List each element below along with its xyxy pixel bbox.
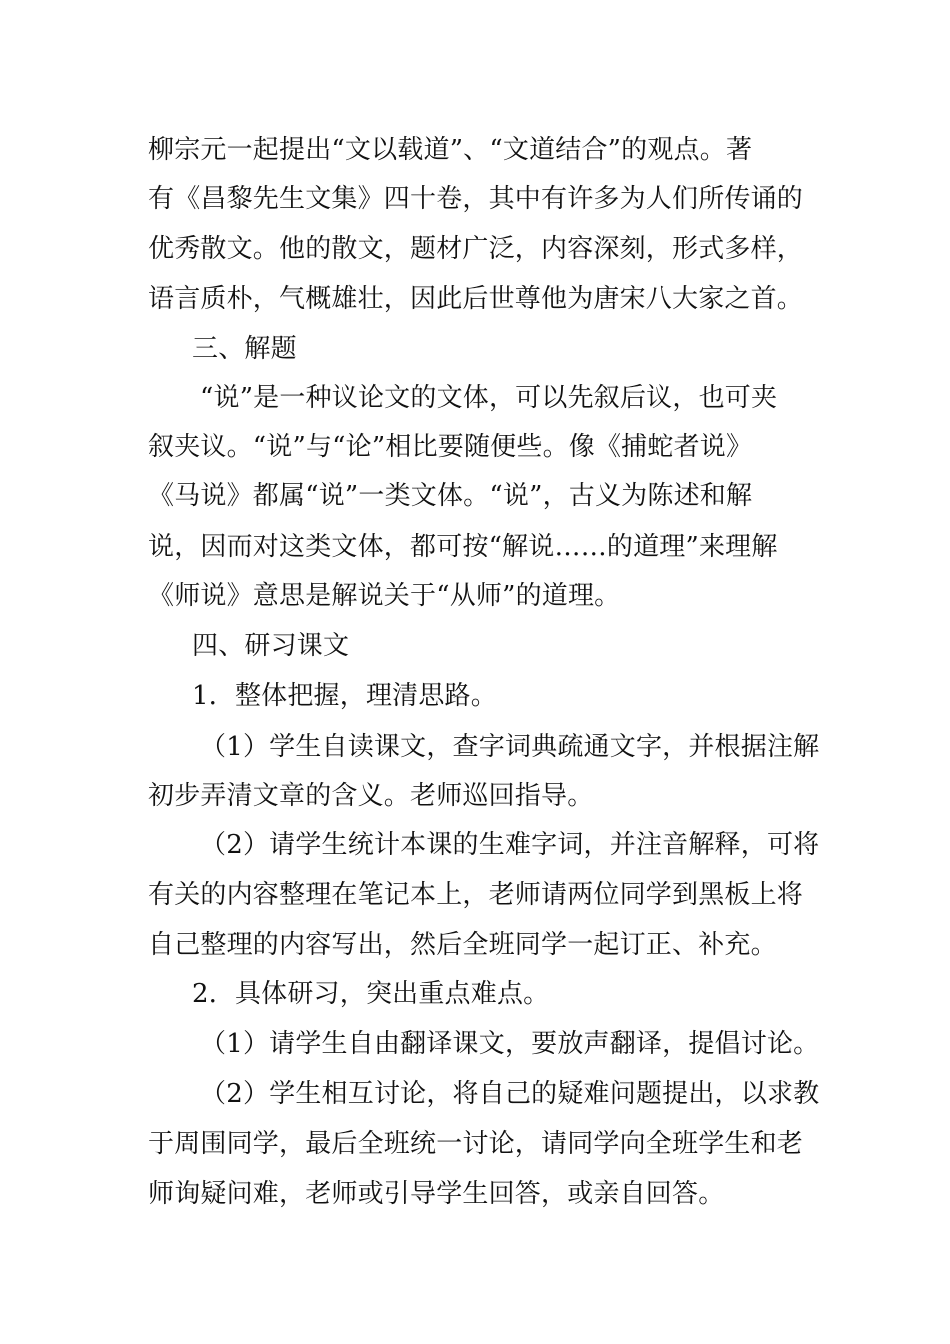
paragraph-line: 有关的内容整理在笔记本上，老师请两位同学到黑板上将 bbox=[148, 880, 804, 910]
paragraph-line: 初步弄清文章的含义。老师巡回指导。 bbox=[148, 781, 594, 811]
paragraph-line: 语言质朴，气概雄壮，因此后世尊他为唐宋八大家之首。 bbox=[148, 284, 804, 314]
subheading-1: 1．整体把握，理清思路。 bbox=[192, 681, 497, 711]
paragraph-line: 叙夹议。“说”与“论”相比要随便些。像《捕蛇者说》 bbox=[148, 432, 753, 462]
paragraph-line: （2）请学生统计本课的生难字词，并注音解释，可将 bbox=[200, 830, 820, 860]
section-heading-4: 四、研习课文 bbox=[192, 631, 350, 661]
paragraph-line: 师询疑问难，老师或引导学生回答，或亲自回答。 bbox=[148, 1179, 725, 1209]
paragraph-line: 有《昌黎先生文集》四十卷，其中有许多为人们所传诵的 bbox=[148, 184, 804, 214]
paragraph-line: 优秀散文。他的散文，题材广泛，内容深刻，形式多样， bbox=[148, 234, 804, 264]
paragraph-line: 说，因而对这类文体，都可按“解说……的道理”来理解 bbox=[148, 532, 778, 562]
paragraph-line: （1）请学生自由翻译课文，要放声翻译，提倡讨论。 bbox=[200, 1029, 820, 1059]
section-heading-3: 三、解题 bbox=[192, 334, 297, 364]
paragraph-line: （1）学生自读课文，查字词典疏通文字，并根据注解 bbox=[200, 732, 820, 762]
paragraph-line: 自己整理的内容写出，然后全班同学一起订正、补充。 bbox=[148, 930, 777, 960]
paragraph-line: 柳宗元一起提出“文以载道”、“文道结合”的观点。著 bbox=[148, 135, 753, 165]
paragraph-line: 《马说》都属“说”一类文体。“说”，古义为陈述和解 bbox=[148, 481, 753, 511]
paragraph-line: 于周围同学，最后全班统一讨论，请同学向全班学生和老 bbox=[148, 1129, 804, 1159]
paragraph-line: 《师说》意思是解说关于“从师”的道理。 bbox=[148, 581, 621, 611]
paragraph-line: （2）学生相互讨论，将自己的疑难问题提出，以求教 bbox=[200, 1079, 820, 1109]
subheading-2: 2．具体研习，突出重点难点。 bbox=[192, 979, 550, 1009]
paragraph-line: “说”是一种议论文的文体，可以先叙后议，也可夹 bbox=[200, 383, 778, 413]
